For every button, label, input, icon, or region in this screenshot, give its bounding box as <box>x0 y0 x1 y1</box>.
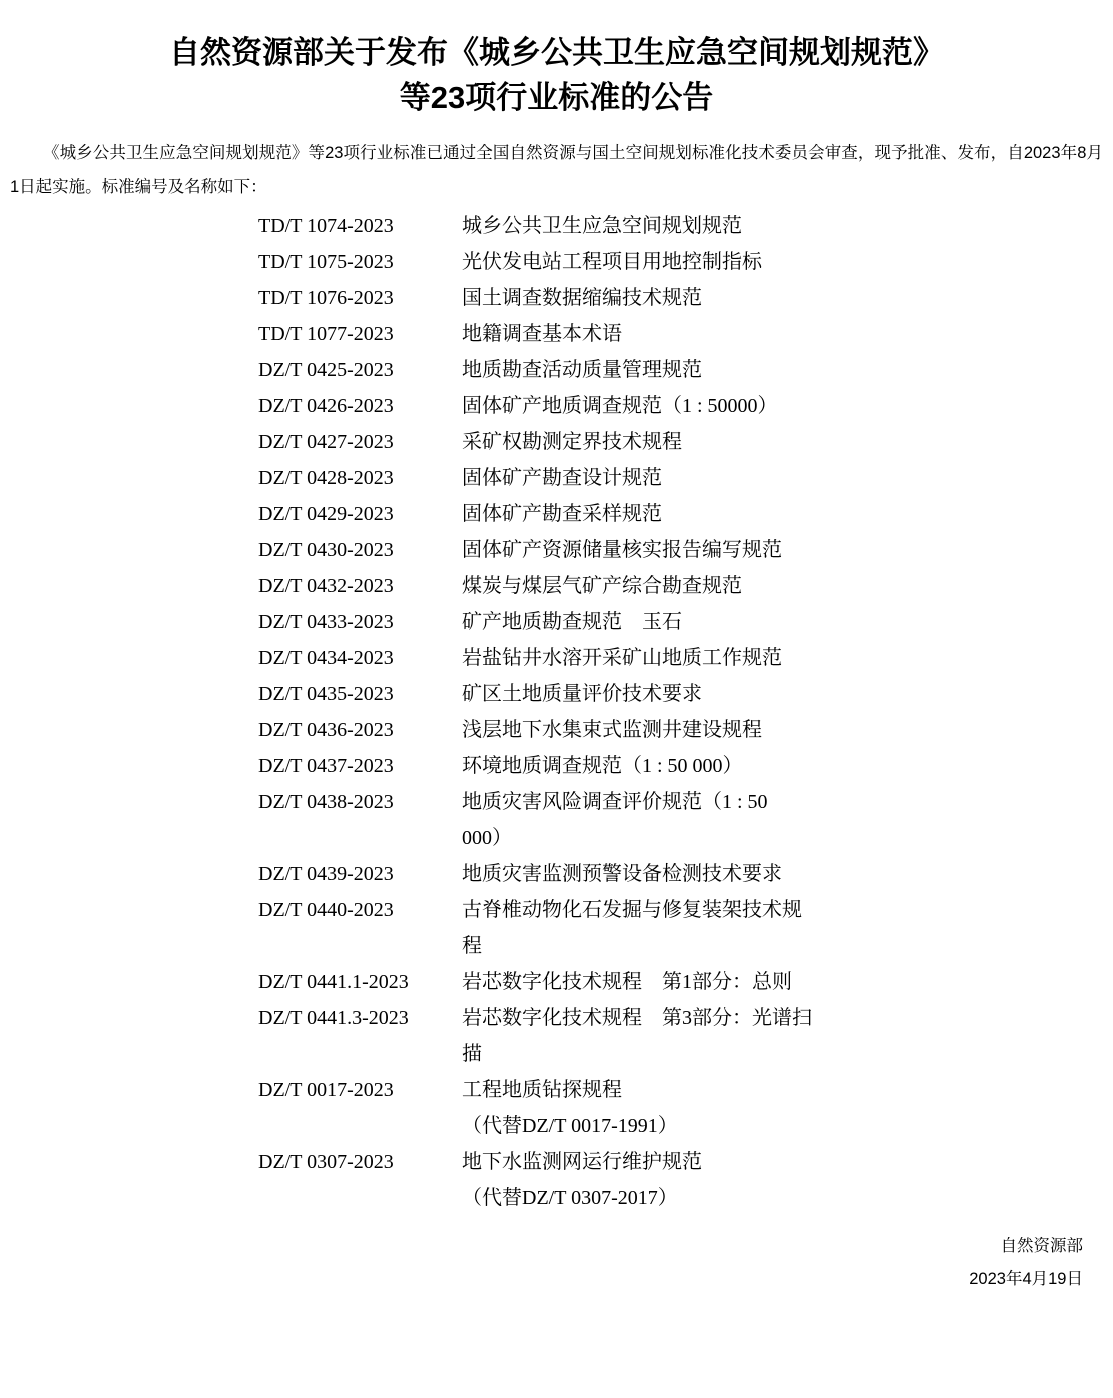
standard-row <box>258 568 1103 604</box>
standard-code: DZ/T 0430-2023 <box>258 539 394 561</box>
standard-name-line: （代替DZ/T 0307-2017） <box>462 1187 678 1209</box>
standard-name <box>462 604 842 640</box>
standard-name-line: 环境地质调查规范（1 : 50 000） <box>462 755 743 777</box>
signature-block <box>10 1230 1103 1296</box>
standard-code: TD/T 1074-2023 <box>258 215 394 237</box>
standard-row <box>258 676 1103 712</box>
standard-code: DZ/T 0437-2023 <box>258 755 394 777</box>
standard-name <box>462 892 842 964</box>
standard-name-line: 描 <box>462 1043 482 1065</box>
standard-code: DZ/T 0441.1-2023 <box>258 971 409 993</box>
standard-name <box>462 352 842 388</box>
standard-name-line: 国土调查数据缩编技术规范 <box>462 287 702 309</box>
intro-paragraph: 《城乡公共卫生应急空间规划规范》等23项行业标准已通过全国自然资源与国土空间规划标准化技术委员会审查，现予批准、发布，自2023年8月1日起实施。标准编号及名称如下： <box>10 144 1103 196</box>
standard-name <box>462 784 842 856</box>
standard-name-line: 工程地质钻探规程 <box>462 1079 622 1101</box>
standard-name <box>462 388 842 424</box>
standard-name <box>462 280 842 316</box>
page-title <box>10 30 1103 120</box>
signature-org: 自然资源部 <box>1000 1237 1083 1255</box>
standard-name-line: 地质灾害监测预警设备检测技术要求 <box>462 863 782 885</box>
standard-row <box>258 892 1103 964</box>
standard-row <box>258 244 1103 280</box>
standard-name <box>462 568 842 604</box>
standard-row <box>258 460 1103 496</box>
standard-name <box>462 1144 842 1216</box>
standard-name <box>462 1000 842 1072</box>
standard-code: DZ/T 0307-2023 <box>258 1151 394 1173</box>
standard-name-line: 地质灾害风险调查评价规范（1 : 50 <box>462 791 768 813</box>
standard-name <box>462 676 842 712</box>
standard-row <box>258 352 1103 388</box>
standard-code: DZ/T 0017-2023 <box>258 1079 394 1101</box>
standard-row <box>258 424 1103 460</box>
standard-row <box>258 748 1103 784</box>
standard-name-line: 浅层地下水集束式监测井建设规程 <box>462 719 762 741</box>
standard-name-line: 城乡公共卫生应急空间规划规范 <box>462 215 742 237</box>
standard-row <box>258 208 1103 244</box>
standard-row <box>258 1000 1103 1072</box>
standard-name-line: 煤炭与煤层气矿产综合勘查规范 <box>462 575 742 597</box>
standard-code: DZ/T 0433-2023 <box>258 611 394 633</box>
standard-name-line: 地质勘查活动质量管理规范 <box>462 359 702 381</box>
standard-code: DZ/T 0438-2023 <box>258 791 394 813</box>
standard-name-line: 固体矿产勘查采样规范 <box>462 503 662 525</box>
standard-code: DZ/T 0427-2023 <box>258 431 394 453</box>
standard-code: DZ/T 0425-2023 <box>258 359 394 381</box>
standard-name <box>462 964 842 1000</box>
standard-name-line: 固体矿产资源储量核实报告编写规范 <box>462 539 782 561</box>
standard-name-line: 000） <box>462 827 512 849</box>
standard-name-line: 程 <box>462 935 482 957</box>
standard-code: DZ/T 0439-2023 <box>258 863 394 885</box>
standard-code: DZ/T 0441.3-2023 <box>258 1007 409 1029</box>
standard-name-line: 岩盐钻井水溶开采矿山地质工作规范 <box>462 647 782 669</box>
standard-row <box>258 604 1103 640</box>
standards-list <box>258 208 1103 1216</box>
standard-row <box>258 1072 1103 1144</box>
standard-code: DZ/T 0428-2023 <box>258 467 394 489</box>
standard-name <box>462 460 842 496</box>
standard-row <box>258 856 1103 892</box>
standard-name <box>462 748 842 784</box>
standard-name-line: 固体矿产地质调查规范（1 : 50000） <box>462 395 778 417</box>
standard-row <box>258 712 1103 748</box>
standard-name-line: 地籍调查基本术语 <box>462 323 622 345</box>
standard-name <box>462 244 842 280</box>
standard-name <box>462 640 842 676</box>
standard-code: DZ/T 0429-2023 <box>258 503 394 525</box>
standard-row <box>258 532 1103 568</box>
standard-name-line: 古脊椎动物化石发掘与修复装架技术规 <box>462 899 802 921</box>
standard-name <box>462 1072 842 1144</box>
standard-code: TD/T 1075-2023 <box>258 251 394 273</box>
standard-name <box>462 208 842 244</box>
standard-name-line: 岩芯数字化技术规程 第1部分：总则 <box>462 971 792 993</box>
standard-row <box>258 640 1103 676</box>
standard-name <box>462 712 842 748</box>
signature-date: 2023年4月19日 <box>969 1270 1083 1288</box>
standard-name <box>462 424 842 460</box>
standard-name-line: 采矿权勘测定界技术规程 <box>462 431 682 453</box>
standard-name <box>462 316 842 352</box>
standard-name-line: 矿产地质勘查规范 玉石 <box>462 611 682 633</box>
standard-code: DZ/T 0434-2023 <box>258 647 394 669</box>
standard-name <box>462 532 842 568</box>
standard-code: DZ/T 0436-2023 <box>258 719 394 741</box>
standard-name-line: 岩芯数字化技术规程 第3部分：光谱扫 <box>462 1007 812 1029</box>
standard-code: TD/T 1076-2023 <box>258 287 394 309</box>
standard-row <box>258 316 1103 352</box>
standard-row <box>258 496 1103 532</box>
standard-code: DZ/T 0440-2023 <box>258 899 394 921</box>
standard-name <box>462 856 842 892</box>
standard-name-line: 光伏发电站工程项目用地控制指标 <box>462 251 762 273</box>
standard-name-line: 矿区土地质量评价技术要求 <box>462 683 702 705</box>
standard-code: DZ/T 0435-2023 <box>258 683 394 705</box>
standard-name-line: （代替DZ/T 0017-1991） <box>462 1115 678 1137</box>
standard-name <box>462 496 842 532</box>
standard-code: TD/T 1077-2023 <box>258 323 394 345</box>
standard-row <box>258 280 1103 316</box>
announcement-document <box>0 30 1113 1296</box>
standard-code: DZ/T 0432-2023 <box>258 575 394 597</box>
standard-row <box>258 964 1103 1000</box>
standard-code: DZ/T 0426-2023 <box>258 395 394 417</box>
standard-row <box>258 784 1103 856</box>
standard-name-line: 地下水监测网运行维护规范 <box>462 1151 702 1173</box>
page-title-line-2: 等23项行业标准的公告 <box>399 80 714 115</box>
standard-row <box>258 1144 1103 1216</box>
page-title-line-1: 自然资源部关于发布《城乡公共卫生应急空间规划规范》 <box>169 35 944 70</box>
standard-name-line: 固体矿产勘查设计规范 <box>462 467 662 489</box>
standard-row <box>258 388 1103 424</box>
